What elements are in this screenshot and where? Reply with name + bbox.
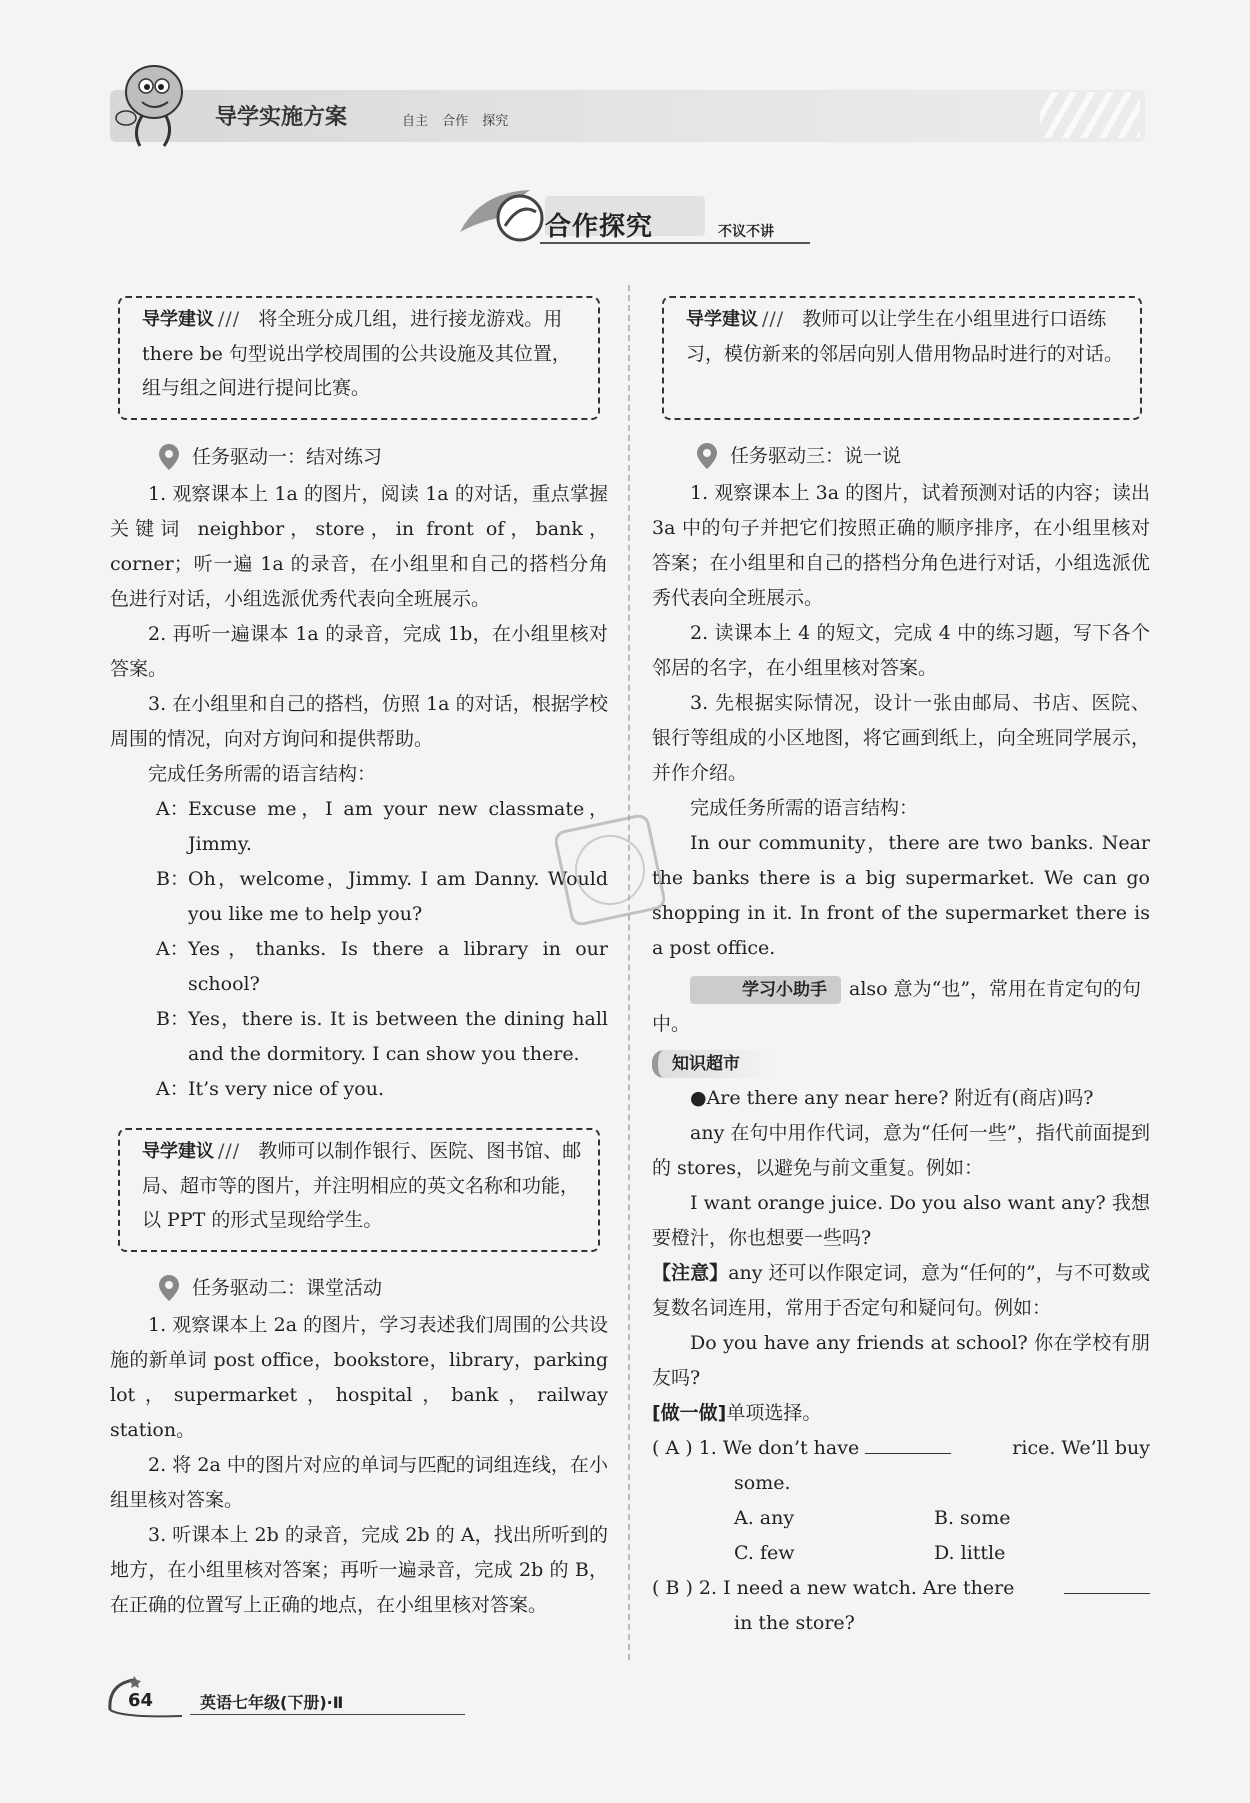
- mascot-icon: [112, 62, 190, 150]
- speaker: A：: [156, 938, 189, 960]
- page-number: 64: [128, 1690, 154, 1711]
- location-pin-icon: [158, 443, 180, 471]
- paragraph: 3. 听课本上 2b 的录音，完成 2b 的 A，找出所听到的地方，在小组里核对答案；再听一遍录音，完成 2b 的 B，在正确的位置写上正确的地点，在小组里核对答案。: [110, 1524, 608, 1616]
- practice-line: [652, 1396, 1150, 1431]
- guide-tag: 导学建议: [686, 309, 758, 330]
- note-tag: 【注意】: [652, 1262, 729, 1284]
- dialog-line: [110, 862, 608, 932]
- guide-tag: 导学建议: [142, 309, 214, 330]
- paragraph: 1. 观察课本上 1a 的图片，阅读 1a 的对话，重点掌握关键词 neighbor，store，in front of，bank，corner；听一遍 1a 的录音，在小组里和自己的搭档分角色进行对话，小组选派优秀代表向全班展示。: [110, 483, 608, 610]
- knowledge-market-heading: [652, 1046, 1150, 1081]
- paragraph: 1. 观察课本上 3a 的图片，试着预测对话的内容；读出 3a 中的句子并把它们按照正确的顺序排序，在小组里核对答案；在小组里和自己的搭档分角色进行对话，小组选派优秀代表向全班展示。: [652, 482, 1150, 609]
- paragraph: 3. 先根据实际情况，设计一张由邮局、书店、医院、银行等组成的小区地图，将它画到纸上，向全班同学展示，并作介绍。: [652, 692, 1150, 784]
- question-1: [652, 1431, 1150, 1571]
- column-divider: [628, 285, 630, 1660]
- speaker: A：: [156, 1078, 189, 1100]
- helper-tag: 学习小助手: [690, 976, 841, 1004]
- paragraph: 完成任务所需的语言结构：: [148, 763, 377, 785]
- task-title: 任务驱动二：课堂活动: [192, 1277, 383, 1299]
- helper-text: also 意为“也”，常用在肯定句的句中。: [652, 978, 1142, 1035]
- guide-suggestion-box-2: 导学建议 /// 教师可以制作银行、医院、图书馆、邮局、超市等的图片，并注明相应的英文名称和功能，以 PPT 的形式呈现给学生。: [118, 1128, 600, 1252]
- right-column: [652, 436, 1150, 1641]
- footer-underline: [190, 1714, 465, 1715]
- task-heading: [158, 1268, 608, 1308]
- question-2: [652, 1571, 1150, 1641]
- dialog-text: Yes，thanks. Is there a library in our school?: [188, 938, 608, 995]
- paragraph: any 在句中用作代词，意为“任何一些”，指代前面提到的 stores，以避免与前文重复。例如：: [652, 1122, 1150, 1179]
- question-stem-cont: some.: [734, 1472, 791, 1494]
- option[interactable]: D. little: [934, 1542, 1006, 1564]
- speaker: A：: [156, 798, 189, 820]
- speaker: B：: [156, 1008, 189, 1030]
- answer-blank[interactable]: [865, 1431, 951, 1454]
- option[interactable]: C. few: [734, 1542, 795, 1564]
- section-subtitle: 不议不讲: [718, 224, 774, 240]
- option[interactable]: A. any: [734, 1507, 795, 1529]
- dialog-line: [110, 1072, 608, 1107]
- header-tags: 自主 合作 探究: [402, 114, 509, 129]
- dialog-line: [110, 1002, 608, 1072]
- answer-1: ( A ): [652, 1437, 693, 1459]
- note-text: any 还可以作限定词，意为“任何的”，与不可数或复数名词连用，常用于否定句和疑问句。例如：: [652, 1262, 1150, 1319]
- speaker: B：: [156, 868, 189, 890]
- dialog-text: Yes，there is. It is between the dining hall and the dormitory. I can show you there.: [188, 1008, 608, 1065]
- answer-2: ( B ): [652, 1577, 693, 1599]
- question-stem: 1. We don’t have: [698, 1437, 860, 1459]
- answer-blank[interactable]: [1064, 1571, 1150, 1594]
- practice-text: 单项选择。: [726, 1402, 822, 1424]
- practice-tag: [做一做]: [652, 1402, 727, 1424]
- header-title: 导学实施方案: [215, 105, 348, 130]
- left-column-task2: [110, 1268, 608, 1623]
- location-pin-icon: [696, 442, 718, 470]
- guide-suggestion-box-3: 导学建议 /// 教师可以让学生在小组里进行口语练习，模仿新来的邻居向别人借用物品时进行的对话。: [662, 296, 1142, 420]
- dialog-line: [110, 932, 608, 1002]
- stamp-watermark: [555, 815, 665, 925]
- options-row: [652, 1536, 1150, 1571]
- paragraph: 1. 观察课本上 2a 的图片，学习表述我们周围的公共设施的新单词 post office，bookstore，library，parking lot，supermarket，hospital，bank，railway station。: [110, 1314, 608, 1441]
- dialog-line: [110, 792, 608, 862]
- banner-underline: [540, 242, 810, 244]
- example-sentence: I want orange juice. Do you also want any? 我想要橙汁，你也想要一些吗?: [652, 1192, 1150, 1249]
- question-stem: 2. I need a new watch. Are there: [698, 1577, 1015, 1599]
- option[interactable]: B. some: [934, 1507, 1011, 1529]
- example-sentence: Do you have any friends at school? 你在学校有朋友吗?: [652, 1332, 1150, 1389]
- paragraph: 2. 再听一遍课本 1a 的录音，完成 1b，在小组里核对答案。: [110, 623, 608, 680]
- example-paragraph: In our community，there are two banks. Near the banks there is a big supermarket. We can go shopping in it. In front of the supermarket there is a post office.: [652, 832, 1150, 959]
- note-paragraph: [652, 1256, 1150, 1326]
- question-stem-cont: in the store?: [734, 1612, 855, 1634]
- section-title: 合作探究: [545, 212, 654, 242]
- footer-book-title: 英语七年级(下册)·Ⅱ: [200, 1693, 344, 1712]
- helper-line: [652, 972, 1150, 1042]
- guide-text: 教师可以让学生在小组里进行口语练习，模仿新来的邻居向别人借用物品时进行的对话。: [686, 308, 1124, 365]
- paragraph: 3. 在小组里和自己的搭档，仿照 1a 的对话，根据学校周围的情况，向对方询问和提供帮助。: [110, 693, 608, 750]
- task-heading: [696, 436, 1150, 476]
- knowledge-tag: 知识超市: [652, 1050, 776, 1078]
- guide-text: 教师可以制作银行、医院、图书馆、邮局、超市等的图片，并注明相应的英文名称和功能，以 PPT 的形式呈现给学生。: [142, 1140, 582, 1231]
- task-title: 任务驱动一：结对练习: [192, 446, 383, 468]
- guide-text: 将全班分成几组，进行接龙游戏。用 there be 句型说出学校周围的公共设施及其位置，组与组之间进行提问比赛。: [142, 308, 571, 399]
- task-title: 任务驱动三：说一说: [730, 445, 902, 467]
- guide-suggestion-box-1: 导学建议 /// 将全班分成几组，进行接龙游戏。用 there be 句型说出学校周围的公共设施及其位置，组与组之间进行提问比赛。: [118, 296, 600, 420]
- dialog-text: Excuse me，I am your new classmate，Jimmy.: [188, 798, 608, 855]
- left-column-task1: [110, 437, 608, 1107]
- knowledge-bullet: ●Are there any near here? 附近有(商店)吗?: [690, 1087, 1094, 1109]
- location-pin-icon: [158, 1274, 180, 1302]
- guide-tag: 导学建议: [142, 1141, 214, 1162]
- paragraph: 2. 读课本上 4 的短文，完成 4 中的练习题，写下各个邻居的名字，在小组里核对答案。: [652, 622, 1150, 679]
- paragraph: 2. 将 2a 中的图片对应的单词与匹配的词组连线，在小组里核对答案。: [110, 1454, 608, 1511]
- header-decoration: [1040, 92, 1140, 138]
- task-heading: [158, 437, 608, 477]
- options-row: [652, 1501, 1150, 1536]
- question-stem-after: rice. We’ll buy: [1012, 1437, 1150, 1459]
- dialog-text: It’s very nice of you.: [188, 1078, 385, 1100]
- dialog-text: Oh，welcome，Jimmy. I am Danny. Would you like me to help you?: [188, 868, 608, 925]
- paragraph: 完成任务所需的语言结构：: [690, 797, 919, 819]
